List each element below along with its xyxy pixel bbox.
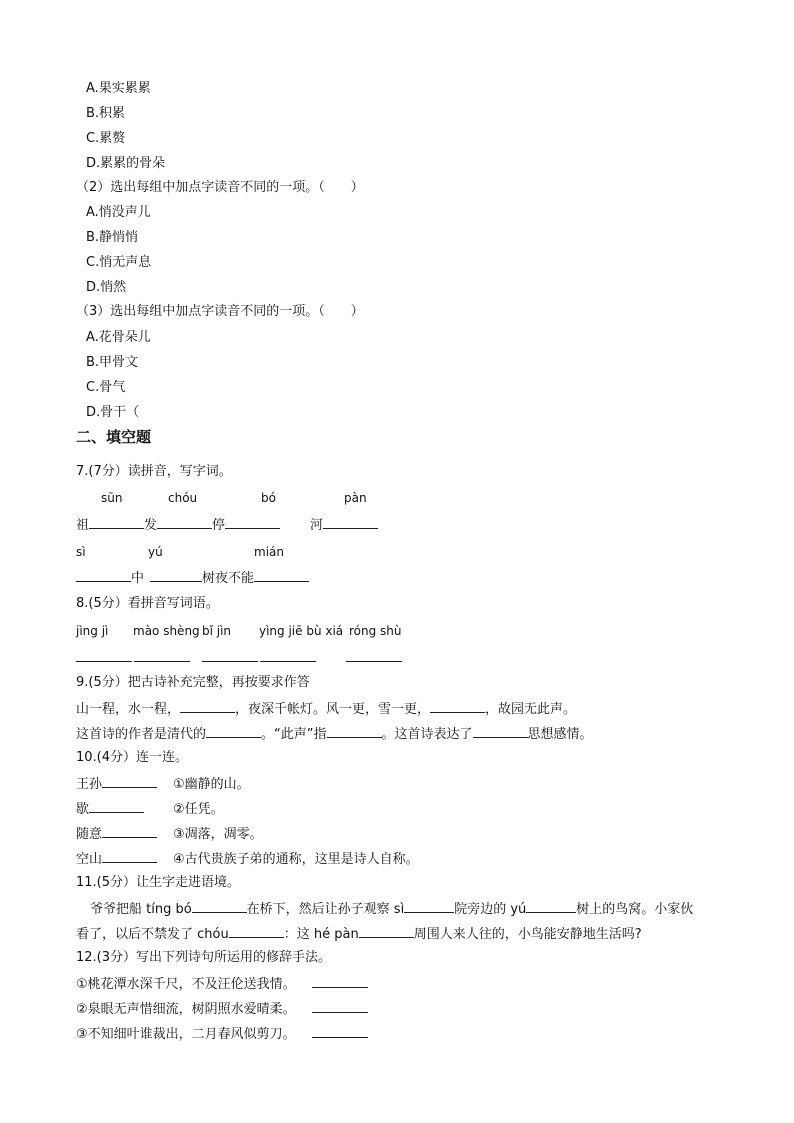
- poem-question-line: [76, 724, 593, 744]
- text: 爷爷把船 tíng bó: [90, 902, 192, 917]
- poem-line: [76, 699, 576, 719]
- option-b: B.积累: [86, 106, 126, 121]
- answer-blank[interactable]: [180, 699, 235, 713]
- text: 看了，以后不禁发了 chóu: [76, 927, 229, 942]
- answer-blank[interactable]: [225, 515, 280, 529]
- pinyin: pàn: [344, 491, 367, 505]
- answer-blank[interactable]: [102, 824, 157, 838]
- answer-blank[interactable]: [157, 515, 212, 529]
- text: 山一程，水一程，: [76, 702, 181, 717]
- option-c: C.骨气: [86, 380, 126, 395]
- match-row: [76, 774, 250, 794]
- char: 祖: [76, 518, 90, 533]
- answer-blank[interactable]: [192, 899, 247, 913]
- answer-blank[interactable]: [229, 924, 284, 938]
- answer-line: [76, 515, 378, 535]
- pinyin: yú: [148, 545, 163, 559]
- question-7-stem: 7.(7分）读拼音，写字词。: [76, 464, 232, 479]
- option-d: D.悄然: [86, 280, 127, 295]
- text: 。“此声”指: [261, 727, 327, 742]
- answer-blank[interactable]: [526, 899, 576, 913]
- text: ③凋落，凋零。: [173, 827, 263, 842]
- text: ①幽静的山。: [173, 777, 250, 792]
- answer-blank[interactable]: [76, 568, 131, 582]
- text: ①桃花潭水深千尺，不及汪伦送我情。: [76, 977, 296, 992]
- option-c: C.悄无声息: [86, 255, 152, 270]
- text: 王孙: [76, 777, 103, 792]
- text: 树上的鸟窝。小家伙: [576, 902, 694, 917]
- text: ②泉眼无声惜细流，树阴照水爱晴柔。: [76, 1002, 296, 1017]
- context-line: [90, 899, 693, 919]
- section-title: 二、填空题: [76, 428, 152, 446]
- match-row: [76, 849, 419, 869]
- answer-blank[interactable]: [473, 724, 528, 738]
- char: 中: [131, 571, 145, 586]
- text: ④古代贵族子弟的通称，这里是诗人自称。: [173, 852, 419, 867]
- text: ：这 hé pàn: [283, 927, 359, 942]
- pinyin: mào shèng: [133, 624, 200, 638]
- pinyin: sūn: [101, 491, 123, 505]
- question-stem: （3）选出每组中加点字读音不同的一项。（ ）: [76, 304, 364, 319]
- answer-blank[interactable]: [312, 974, 368, 988]
- rhetoric-item: [76, 974, 368, 994]
- option-a: A.花骨朵儿: [86, 330, 151, 345]
- option-d: D.累累的骨朵: [86, 156, 166, 171]
- text: ，夜深千帐灯。风一更，雪一更，: [235, 702, 431, 717]
- question-10-stem: 10.(4分）连一连。: [76, 750, 189, 765]
- text: 随意: [76, 827, 103, 842]
- char: 停: [212, 518, 226, 533]
- question-11-stem: 11.(5分）让生字走进语境。: [76, 875, 241, 890]
- answer-blank[interactable]: [312, 1024, 368, 1038]
- question-9-stem: 9.(5分）把古诗补充完整，再按要求作答: [76, 675, 310, 690]
- rhetoric-item: [76, 999, 368, 1019]
- answer-blank[interactable]: [150, 568, 202, 582]
- pinyin: mián: [254, 545, 284, 559]
- text: 这首诗的作者是清代的: [76, 727, 207, 742]
- char: 发: [144, 518, 158, 533]
- text: 。这首诗表达了: [381, 727, 473, 742]
- answer-blank[interactable]: [89, 515, 144, 529]
- answer-blank[interactable]: [327, 724, 382, 738]
- answer-blank[interactable]: [102, 849, 157, 863]
- text: 歇: [76, 802, 90, 817]
- text: 思想感情。: [527, 727, 593, 742]
- question-stem: （2）选出每组中加点字读音不同的一项。（ ）: [76, 180, 364, 195]
- option-b: B.静悄悄: [86, 230, 139, 245]
- question-12-stem: 12.(3分）写出下列诗句所运用的修辞手法。: [76, 950, 332, 965]
- pinyin: róng shù: [349, 624, 402, 638]
- pinyin: bǐ jìn: [202, 624, 232, 638]
- answer-blank[interactable]: [430, 699, 485, 713]
- match-row: [76, 799, 224, 819]
- answer-blank[interactable]: [312, 999, 368, 1013]
- pinyin: bó: [261, 491, 276, 505]
- answer-line: [76, 568, 309, 588]
- answer-blank[interactable]: [76, 648, 132, 662]
- pinyin: yìng jiē bù xiá: [259, 624, 344, 638]
- pinyin: chóu: [168, 491, 198, 505]
- pinyin: sì: [76, 545, 86, 559]
- text: ②任凭。: [173, 802, 224, 817]
- text: 空山: [76, 852, 103, 867]
- answer-blank[interactable]: [89, 799, 144, 813]
- answer-blank[interactable]: [102, 774, 157, 788]
- answer-blank[interactable]: [206, 724, 261, 738]
- answer-blank[interactable]: [134, 648, 190, 662]
- match-row: [76, 824, 263, 844]
- text: 在桥下，然后让孙子观察 sì: [246, 902, 405, 917]
- option-b: B.甲骨文: [86, 355, 139, 370]
- text: ③不知细叶谁裁出，二月春风似剪刀。: [76, 1027, 296, 1042]
- answer-blank[interactable]: [346, 648, 402, 662]
- option-d: D.骨干（: [86, 405, 140, 420]
- rhetoric-item: [76, 1024, 368, 1044]
- answer-blank[interactable]: [202, 648, 258, 662]
- answer-blank[interactable]: [404, 899, 454, 913]
- char: 河: [310, 518, 324, 533]
- answer-blank[interactable]: [323, 515, 378, 529]
- pinyin: jìng jì: [76, 624, 109, 638]
- question-8-stem: 8.(5分）看拼音写词语。: [76, 596, 219, 611]
- option-c: C.累赘: [86, 131, 126, 146]
- char: 树夜不能: [202, 571, 255, 586]
- option-a: A.悄没声儿: [86, 205, 151, 220]
- text: 周围人来人往的，小鸟能安静地生活吗?: [413, 927, 642, 942]
- option-a: A.果实累累: [86, 81, 151, 96]
- text: ，故园无此声。: [485, 702, 577, 717]
- answer-blank[interactable]: [254, 568, 309, 582]
- answer-blank[interactable]: [260, 648, 316, 662]
- text: 院旁边的 yú: [454, 902, 527, 917]
- context-line: [76, 924, 642, 944]
- answer-blank[interactable]: [359, 924, 414, 938]
